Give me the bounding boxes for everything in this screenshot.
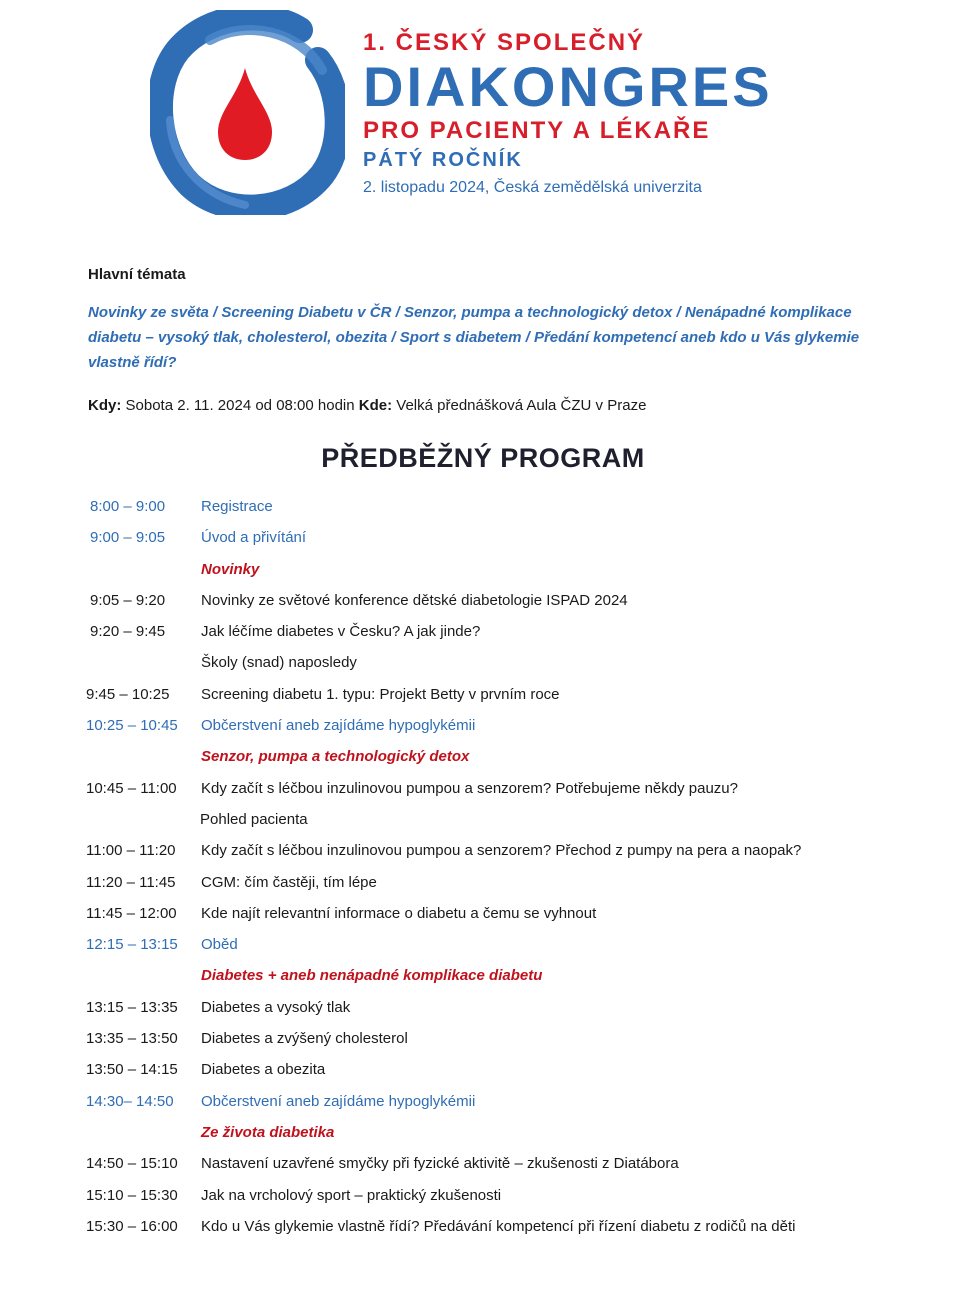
row-title: Novinky ze světové konference dětské diabetologie ISPAD 2024 [201, 591, 628, 609]
row-title: Kdo u Vás glykemie vlastně řídí? Předávání kompetencí při řízení diabetu z rodičů na děti [201, 1217, 796, 1235]
section-heading-row [86, 962, 916, 993]
schedule-row [86, 618, 916, 649]
row-time: 9:45 – 10:25 [86, 685, 170, 703]
schedule-row [86, 1213, 916, 1244]
schedule-row [86, 681, 916, 712]
row-time: 10:25 – 10:45 [86, 717, 178, 735]
row-time: 11:20 – 11:45 [86, 873, 176, 891]
program-title: PŘEDBĚŽNÝ PROGRAM [321, 443, 645, 473]
row-title: Kdy začít s léčbou inzulinovou pumpou a senzorem? Přechod z pumpy na pera a naopak? [201, 842, 802, 860]
section-heading-row [86, 556, 916, 587]
row-time: 8:00 – 9:00 [90, 498, 166, 515]
schedule-row [86, 994, 916, 1025]
section-heading-row [86, 1119, 916, 1150]
schedule-row [86, 900, 916, 931]
schedule-row [86, 869, 916, 900]
row-title: Občerstvení aneb zajídáme hypoglykémii [201, 717, 476, 735]
row-title: Školy (snad) naposledy [201, 654, 357, 672]
row-title: Pohled pacienta [200, 810, 308, 828]
row-title: Občerstvení aneb zajídáme hypoglykémii [201, 1092, 476, 1110]
schedule-row [86, 1150, 916, 1181]
schedule-row [86, 587, 916, 618]
row-time: 11:00 – 11:20 [86, 842, 176, 860]
row-time: 13:15 – 13:35 [86, 998, 178, 1016]
row-title: Diabetes a zvýšený cholesterol [201, 1030, 408, 1048]
row-title: Diabetes a obezita [201, 1061, 326, 1079]
schedule-row [86, 1182, 916, 1213]
row-title: Jak na vrcholový sport – praktický zkušenosti [201, 1186, 502, 1204]
schedule-row [86, 1056, 916, 1087]
schedule-row [86, 524, 916, 555]
row-title: Oběd [201, 936, 238, 954]
program-schedule [86, 493, 916, 1244]
schedule-row [86, 775, 916, 806]
header-date-venue: 2. listopadu 2024, Česká zemědělská univerzita [363, 179, 702, 196]
row-time: 9:00 – 9:05 [90, 529, 166, 547]
section-heading: Diabetes + aneb nenápadné komplikace diabetu [201, 967, 543, 985]
header-edition: 1. ČESKÝ SPOLEČNÝ [363, 29, 646, 56]
row-title: Kde najít relevantní informace o diabetu a čemu se vyhnout [201, 904, 597, 922]
when-label: Kdy: [88, 397, 122, 414]
schedule-row [86, 493, 916, 524]
main-topics-text: Novinky ze světa / Screening Diabetu v ČR / Senzor, pumpa a technologický detox / Nenápadné komplikace diabetu – vysoký tlak, cholesterol, obezita / Sport s diabetem / Předání kompetencí aneb kdo u Vás glykemie vlastně řídí? [88, 304, 860, 371]
header-event-name: DIAKONGRES [363, 55, 773, 118]
section-heading: Novinky [201, 560, 260, 578]
schedule-row [86, 1088, 916, 1119]
diakongres-logo [150, 10, 345, 215]
header-year-number: PÁTÝ ROČNÍK [363, 149, 523, 171]
row-time: 14:50 – 15:10 [86, 1155, 178, 1173]
where-label: Kde: [358, 397, 393, 414]
row-title: Jak léčíme diabetes v Česku? A jak jinde? [201, 623, 481, 641]
when-where-line [88, 397, 646, 414]
event-header [363, 28, 773, 200]
row-title: Nastavení uzavřené smyčky při fyzické aktivitě – zkušenosti z Diatábora [201, 1155, 679, 1173]
schedule-row [86, 837, 916, 868]
row-title: Diabetes a vysoký tlak [201, 998, 351, 1016]
when-value: Sobota 2. 11. 2024 od 08:00 hodin [121, 397, 359, 414]
schedule-row [86, 931, 916, 962]
row-title: Kdy začít s léčbou inzulinovou pumpou a senzorem? Potřebujeme někdy pauzu? [201, 779, 738, 797]
row-time: 9:05 – 9:20 [90, 591, 166, 609]
row-title: Registrace [201, 498, 273, 515]
row-time: 15:30 – 16:00 [86, 1217, 178, 1235]
blood-drop-icon [218, 68, 272, 160]
row-title: Úvod a přivítání [201, 529, 307, 547]
row-time: 13:50 – 14:15 [86, 1061, 178, 1079]
section-heading: Ze života diabetika [201, 1123, 335, 1141]
row-time: 12:15 – 13:15 [86, 936, 178, 954]
row-title: Screening diabetu 1. typu: Projekt Betty v prvním roce [201, 685, 560, 703]
row-time: 10:45 – 11:00 [86, 779, 177, 797]
section-heading: Senzor, pumpa a technologický detox [201, 748, 470, 766]
row-time: 13:35 – 13:50 [86, 1030, 178, 1048]
row-title: CGM: čím častěji, tím lépe [201, 873, 377, 891]
schedule-row-continuation [86, 806, 916, 837]
schedule-row [86, 712, 916, 743]
schedule-row [86, 1025, 916, 1056]
where-value: Velká přednášková Aula ČZU v Praze [392, 397, 647, 414]
row-time: 14:30– 14:50 [86, 1092, 174, 1110]
row-time: 9:20 – 9:45 [90, 623, 166, 641]
schedule-row-continuation [86, 649, 916, 680]
row-time: 11:45 – 12:00 [86, 904, 177, 922]
section-heading-row [86, 743, 916, 774]
row-time: 15:10 – 15:30 [86, 1186, 178, 1204]
header-audience: PRO PACIENTY A LÉKAŘE [363, 117, 711, 144]
main-topics-label: Hlavní témata [88, 266, 186, 283]
